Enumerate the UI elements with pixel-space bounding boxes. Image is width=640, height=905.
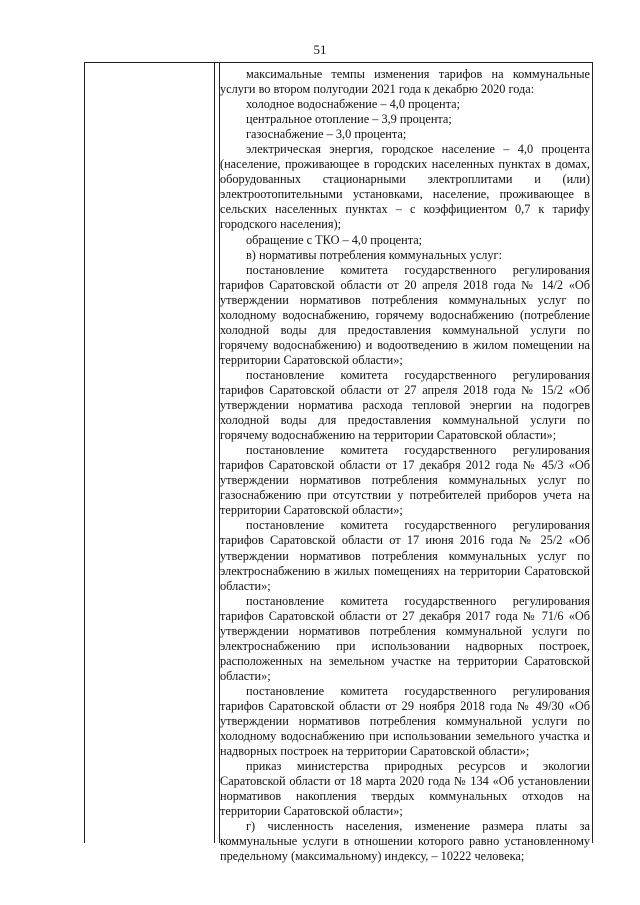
document-table — [84, 62, 593, 864]
table-border-left — [84, 62, 85, 843]
table-column-divider — [214, 62, 215, 843]
paragraph-tariff-intro: максимальные темпы изменения тарифов на коммунальные услуги во втором полугодии 2021 года к декабрю 2020 года: — [220, 67, 590, 97]
paragraph-cold-water: холодное водоснабжение – 4,0 процента; — [246, 97, 460, 112]
paragraph-resolution-14-2: постановление комитета государственного регулирования тарифов Саратовской области от 20 апреля 2018 года № 14/2 «Об утверждении нормативов потребления коммунальных услуг по холодному водоснабжению, горячему водоснабжению (потребление холодной воды для предоставления коммунальной услуги по горячему водоснабжению) и водоотведению в жилом помещении на территории Саратовской области»; — [220, 262, 590, 367]
paragraph-order-134: приказ министерства природных ресурсов и экологии Саратовской области от 18 марта 2020 года № 134 «Об установлении нормативов накопления твердых коммунальных отходов на территории Саратовской области»; — [220, 759, 590, 819]
table-top-border — [84, 62, 593, 63]
paragraph-electricity: электрическая энергия, городское население – 4,0 процента (население, проживающее в городских населенных пунктах в домах, оборудованных стационарными электроплитами и (или) электроотопительными установками, население, проживающее в сельских населенных пунктах – с коэффициентом 0,7 к тарифу городского населения); — [220, 142, 590, 232]
paragraph-heating: центральное отопление – 3,9 процента; — [246, 112, 452, 127]
paragraph-norms-heading: в) нормативы потребления коммунальных услуг: — [246, 247, 503, 262]
paragraph-resolution-71-6: постановление комитета государственного регулирования тарифов Саратовской области от 27 декабря 2017 года № 71/6 «Об утверждении нормативов потребления коммунальной услуги по электроснабжению при использовании надворных построек, расположенных на земельном участке на территории Саратовской области»; — [220, 593, 590, 683]
paragraph-population: г) численность населения, изменение размера платы за коммунальные услуги в отношении которого равно установленному предельному (максимальному) индексу, – 10222 человека; — [220, 819, 590, 864]
paragraph-resolution-49-30: постановление комитета государственного регулирования тарифов Саратовской области от 29 ноября 2018 года № 49/30 «Об утверждении нормативов потребления коммунальной услуги по холодному водоснабжению при использовании земельного участка и надворных построек на территории Саратовской области»; — [220, 683, 590, 759]
paragraph-resolution-15-2: постановление комитета государственного регулирования тарифов Саратовской области от 27 апреля 2018 года № 15/2 «Об утверждении норматива расхода тепловой энергии на подогрев холодной воды для предоставления коммунальной услуги по горячему водоснабжению на территории Саратовской области»; — [220, 367, 590, 443]
table-border-right — [592, 62, 593, 843]
paragraph-resolution-45-3: постановление комитета государственного регулирования тарифов Саратовской области от 17 декабря 2012 года № 45/3 «Об утверждении нормативов потребления коммунальных услуг по газоснабжению при отсутствии у потребителей приборов учета на территории Саратовской области»; — [220, 443, 590, 518]
table-text-cell — [220, 67, 590, 864]
page-number: 51 — [313, 42, 327, 57]
paragraph-gas: газоснабжение – 3,0 процента; — [246, 127, 407, 142]
paragraph-waste: обращение с ТКО – 4,0 процента; — [246, 232, 423, 247]
paragraph-resolution-25-2: постановление комитета государственного регулирования тарифов Саратовской области от 17 июня 2016 года № 25/2 «Об утверждении нормативов потребления коммунальных услуг по электроснабжению в жилых помещениях на территории Саратовской области»; — [220, 518, 590, 593]
